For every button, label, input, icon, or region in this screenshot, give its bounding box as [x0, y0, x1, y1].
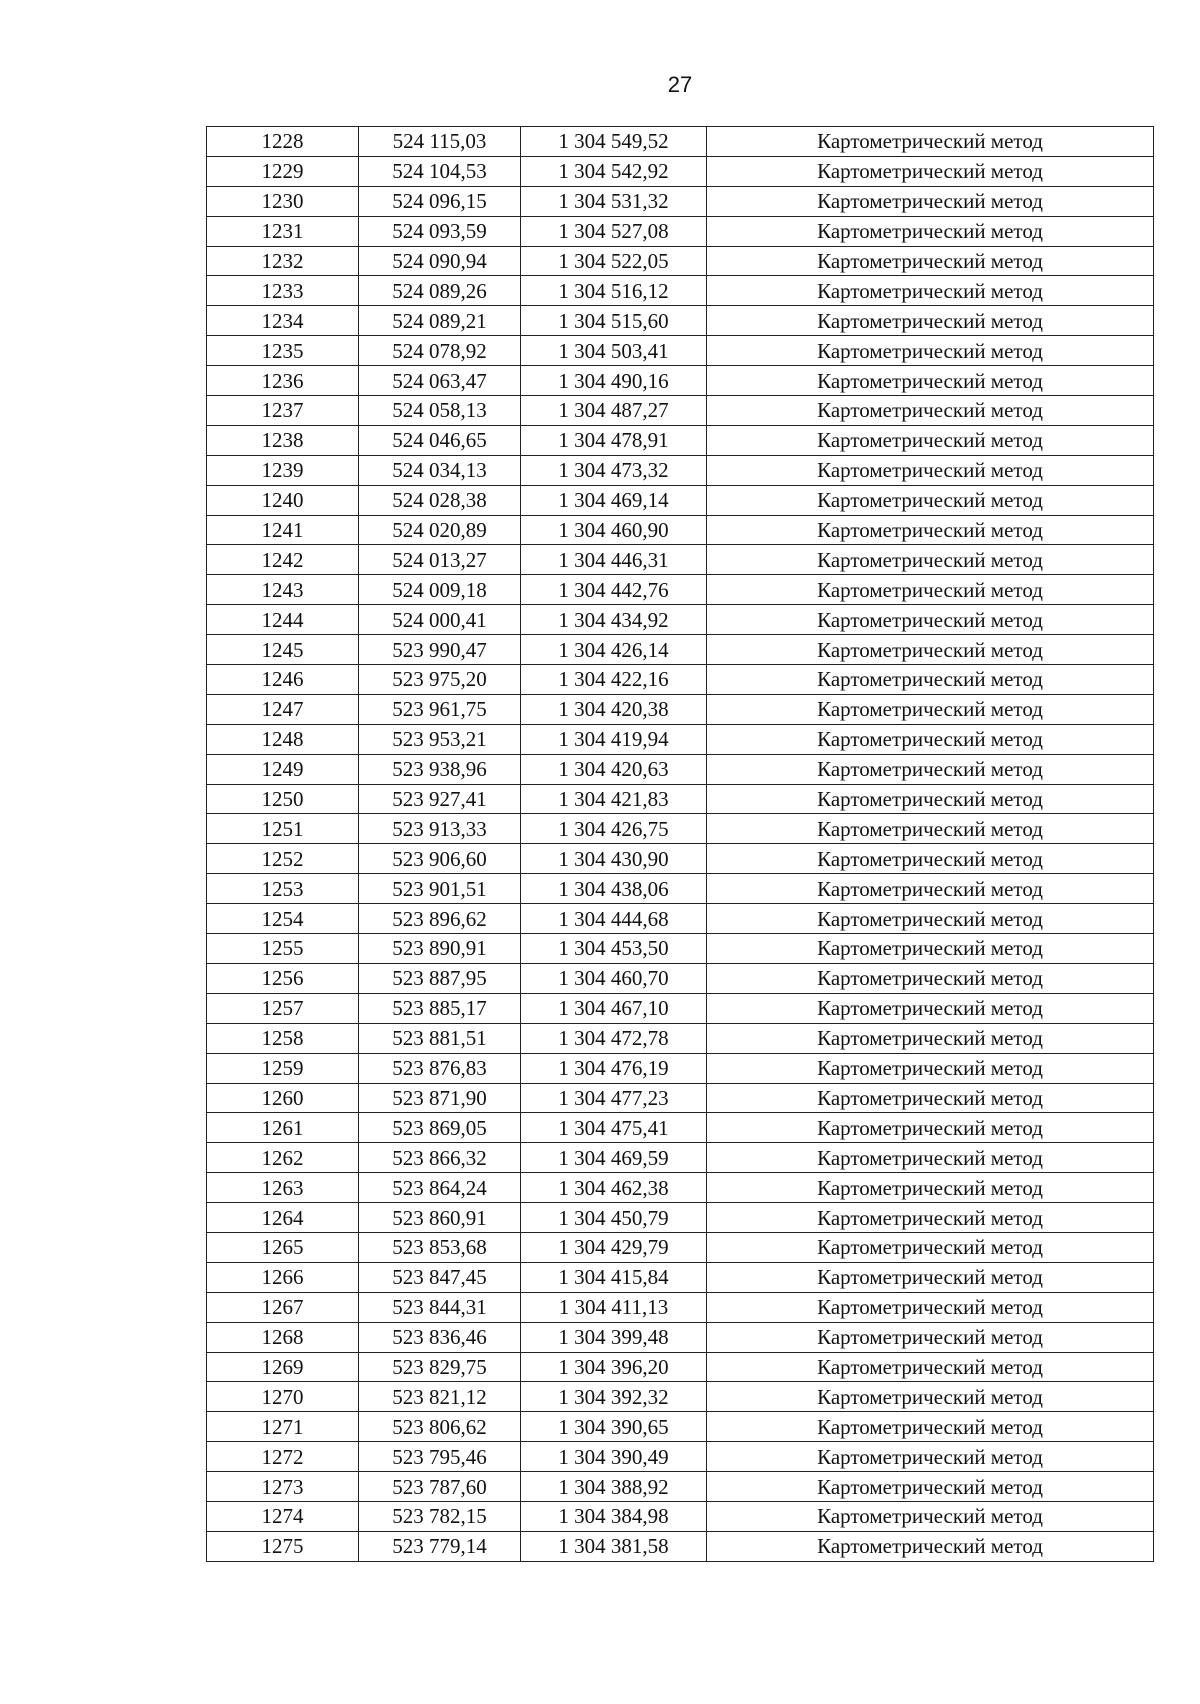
x-coordinate-cell: 524 096,15 — [359, 186, 521, 216]
y-coordinate-cell: 1 304 527,08 — [521, 216, 707, 246]
y-coordinate-cell: 1 304 426,14 — [521, 635, 707, 665]
table-row — [207, 1262, 1154, 1292]
y-coordinate-cell: 1 304 384,98 — [521, 1501, 707, 1531]
table-row — [207, 396, 1154, 426]
y-coordinate-cell: 1 304 472,78 — [521, 1023, 707, 1053]
table-row — [207, 1322, 1154, 1352]
point-number-cell: 1259 — [207, 1053, 359, 1083]
table-row — [207, 575, 1154, 605]
table-row — [207, 1023, 1154, 1053]
point-number-cell: 1242 — [207, 545, 359, 575]
y-coordinate-cell: 1 304 478,91 — [521, 425, 707, 455]
point-number-cell: 1236 — [207, 366, 359, 396]
point-number-cell: 1255 — [207, 934, 359, 964]
point-number-cell: 1256 — [207, 963, 359, 993]
point-number-cell: 1239 — [207, 455, 359, 485]
method-cell: Картометрический метод — [707, 515, 1154, 545]
y-coordinate-cell: 1 304 430,90 — [521, 844, 707, 874]
x-coordinate-cell: 524 034,13 — [359, 455, 521, 485]
method-cell: Картометрический метод — [707, 485, 1154, 515]
method-cell: Картометрический метод — [707, 1232, 1154, 1262]
y-coordinate-cell: 1 304 420,63 — [521, 754, 707, 784]
method-cell: Картометрический метод — [707, 1113, 1154, 1143]
point-number-cell: 1271 — [207, 1412, 359, 1442]
x-coordinate-cell: 523 864,24 — [359, 1173, 521, 1203]
x-coordinate-cell: 523 990,47 — [359, 635, 521, 665]
table-row — [207, 1053, 1154, 1083]
y-coordinate-cell: 1 304 421,83 — [521, 784, 707, 814]
y-coordinate-cell: 1 304 411,13 — [521, 1292, 707, 1322]
coordinates-table-body — [207, 127, 1154, 1562]
table-row — [207, 784, 1154, 814]
point-number-cell: 1241 — [207, 515, 359, 545]
y-coordinate-cell: 1 304 549,52 — [521, 127, 707, 157]
method-cell: Картометрический метод — [707, 605, 1154, 635]
x-coordinate-cell: 524 013,27 — [359, 545, 521, 575]
y-coordinate-cell: 1 304 419,94 — [521, 724, 707, 754]
x-coordinate-cell: 523 866,32 — [359, 1143, 521, 1173]
x-coordinate-cell: 523 906,60 — [359, 844, 521, 874]
method-cell: Картометрический метод — [707, 844, 1154, 874]
x-coordinate-cell: 523 887,95 — [359, 963, 521, 993]
x-coordinate-cell: 523 829,75 — [359, 1352, 521, 1382]
table-row — [207, 545, 1154, 575]
y-coordinate-cell: 1 304 422,16 — [521, 665, 707, 695]
x-coordinate-cell: 524 009,18 — [359, 575, 521, 605]
method-cell: Картометрический метод — [707, 1053, 1154, 1083]
x-coordinate-cell: 523 885,17 — [359, 993, 521, 1023]
method-cell: Картометрический метод — [707, 694, 1154, 724]
table-row — [207, 1232, 1154, 1262]
point-number-cell: 1268 — [207, 1322, 359, 1352]
y-coordinate-cell: 1 304 388,92 — [521, 1472, 707, 1502]
x-coordinate-cell: 523 779,14 — [359, 1531, 521, 1561]
point-number-cell: 1265 — [207, 1232, 359, 1262]
method-cell: Картометрический метод — [707, 1501, 1154, 1531]
y-coordinate-cell: 1 304 477,23 — [521, 1083, 707, 1113]
table-row — [207, 724, 1154, 754]
x-coordinate-cell: 524 058,13 — [359, 396, 521, 426]
table-row — [207, 1382, 1154, 1412]
point-number-cell: 1245 — [207, 635, 359, 665]
table-row — [207, 934, 1154, 964]
y-coordinate-cell: 1 304 460,90 — [521, 515, 707, 545]
y-coordinate-cell: 1 304 450,79 — [521, 1203, 707, 1233]
x-coordinate-cell: 523 782,15 — [359, 1501, 521, 1531]
method-cell: Картометрический метод — [707, 545, 1154, 575]
method-cell: Картометрический метод — [707, 1412, 1154, 1442]
table-row — [207, 1143, 1154, 1173]
y-coordinate-cell: 1 304 420,38 — [521, 694, 707, 724]
y-coordinate-cell: 1 304 381,58 — [521, 1531, 707, 1561]
method-cell: Картометрический метод — [707, 276, 1154, 306]
x-coordinate-cell: 523 836,46 — [359, 1322, 521, 1352]
point-number-cell: 1273 — [207, 1472, 359, 1502]
y-coordinate-cell: 1 304 467,10 — [521, 993, 707, 1023]
y-coordinate-cell: 1 304 469,14 — [521, 485, 707, 515]
x-coordinate-cell: 524 089,21 — [359, 306, 521, 336]
x-coordinate-cell: 523 860,91 — [359, 1203, 521, 1233]
y-coordinate-cell: 1 304 531,32 — [521, 186, 707, 216]
x-coordinate-cell: 523 961,75 — [359, 694, 521, 724]
point-number-cell: 1262 — [207, 1143, 359, 1173]
method-cell: Картометрический метод — [707, 814, 1154, 844]
table-row — [207, 814, 1154, 844]
point-number-cell: 1238 — [207, 425, 359, 455]
method-cell: Картометрический метод — [707, 904, 1154, 934]
table-row — [207, 127, 1154, 157]
point-number-cell: 1231 — [207, 216, 359, 246]
method-cell: Картометрический метод — [707, 216, 1154, 246]
y-coordinate-cell: 1 304 487,27 — [521, 396, 707, 426]
x-coordinate-cell: 524 078,92 — [359, 336, 521, 366]
method-cell: Картометрический метод — [707, 934, 1154, 964]
table-row — [207, 605, 1154, 635]
point-number-cell: 1254 — [207, 904, 359, 934]
y-coordinate-cell: 1 304 476,19 — [521, 1053, 707, 1083]
method-cell: Картометрический метод — [707, 366, 1154, 396]
y-coordinate-cell: 1 304 453,50 — [521, 934, 707, 964]
point-number-cell: 1243 — [207, 575, 359, 605]
table-row — [207, 1352, 1154, 1382]
page-number: 27 — [667, 72, 693, 97]
point-number-cell: 1258 — [207, 1023, 359, 1053]
method-cell: Картометрический метод — [707, 246, 1154, 276]
table-row — [207, 1501, 1154, 1531]
y-coordinate-cell: 1 304 444,68 — [521, 904, 707, 934]
table-row — [207, 1442, 1154, 1472]
point-number-cell: 1269 — [207, 1352, 359, 1382]
x-coordinate-cell: 523 821,12 — [359, 1382, 521, 1412]
method-cell: Картометрический метод — [707, 1203, 1154, 1233]
x-coordinate-cell: 523 896,62 — [359, 904, 521, 934]
x-coordinate-cell: 523 795,46 — [359, 1442, 521, 1472]
method-cell: Картометрический метод — [707, 1292, 1154, 1322]
point-number-cell: 1266 — [207, 1262, 359, 1292]
table-row — [207, 425, 1154, 455]
table-row — [207, 455, 1154, 485]
y-coordinate-cell: 1 304 522,05 — [521, 246, 707, 276]
x-coordinate-cell: 523 876,83 — [359, 1053, 521, 1083]
x-coordinate-cell: 524 063,47 — [359, 366, 521, 396]
point-number-cell: 1229 — [207, 156, 359, 186]
x-coordinate-cell: 523 913,33 — [359, 814, 521, 844]
method-cell: Картометрический метод — [707, 1382, 1154, 1412]
method-cell: Картометрический метод — [707, 1472, 1154, 1502]
table-row — [207, 306, 1154, 336]
method-cell: Картометрический метод — [707, 754, 1154, 784]
y-coordinate-cell: 1 304 503,41 — [521, 336, 707, 366]
x-coordinate-cell: 523 853,68 — [359, 1232, 521, 1262]
table-row — [207, 1113, 1154, 1143]
x-coordinate-cell: 524 093,59 — [359, 216, 521, 246]
method-cell: Картометрический метод — [707, 1023, 1154, 1053]
point-number-cell: 1240 — [207, 485, 359, 515]
x-coordinate-cell: 524 028,38 — [359, 485, 521, 515]
y-coordinate-cell: 1 304 462,38 — [521, 1173, 707, 1203]
point-number-cell: 1263 — [207, 1173, 359, 1203]
method-cell: Картометрический метод — [707, 635, 1154, 665]
y-coordinate-cell: 1 304 473,32 — [521, 455, 707, 485]
table-row — [207, 1292, 1154, 1322]
table-row — [207, 485, 1154, 515]
x-coordinate-cell: 523 953,21 — [359, 724, 521, 754]
y-coordinate-cell: 1 304 442,76 — [521, 575, 707, 605]
table-row — [207, 1173, 1154, 1203]
x-coordinate-cell: 523 901,51 — [359, 874, 521, 904]
y-coordinate-cell: 1 304 515,60 — [521, 306, 707, 336]
method-cell: Картометрический метод — [707, 993, 1154, 1023]
y-coordinate-cell: 1 304 390,49 — [521, 1442, 707, 1472]
point-number-cell: 1272 — [207, 1442, 359, 1472]
point-number-cell: 1244 — [207, 605, 359, 635]
y-coordinate-cell: 1 304 446,31 — [521, 545, 707, 575]
y-coordinate-cell: 1 304 438,06 — [521, 874, 707, 904]
y-coordinate-cell: 1 304 415,84 — [521, 1262, 707, 1292]
point-number-cell: 1247 — [207, 694, 359, 724]
x-coordinate-cell: 523 881,51 — [359, 1023, 521, 1053]
y-coordinate-cell: 1 304 469,59 — [521, 1143, 707, 1173]
point-number-cell: 1235 — [207, 336, 359, 366]
coordinates-table — [206, 126, 1154, 1562]
method-cell: Картометрический метод — [707, 1143, 1154, 1173]
point-number-cell: 1249 — [207, 754, 359, 784]
method-cell: Картометрический метод — [707, 396, 1154, 426]
table-row — [207, 874, 1154, 904]
x-coordinate-cell: 524 089,26 — [359, 276, 521, 306]
point-number-cell: 1246 — [207, 665, 359, 695]
point-number-cell: 1260 — [207, 1083, 359, 1113]
method-cell: Картометрический метод — [707, 1262, 1154, 1292]
point-number-cell: 1237 — [207, 396, 359, 426]
x-coordinate-cell: 524 090,94 — [359, 246, 521, 276]
table-row — [207, 993, 1154, 1023]
point-number-cell: 1252 — [207, 844, 359, 874]
table-row — [207, 963, 1154, 993]
table-row — [207, 1531, 1154, 1561]
x-coordinate-cell: 523 806,62 — [359, 1412, 521, 1442]
x-coordinate-cell: 524 115,03 — [359, 127, 521, 157]
table-row — [207, 1472, 1154, 1502]
point-number-cell: 1257 — [207, 993, 359, 1023]
y-coordinate-cell: 1 304 434,92 — [521, 605, 707, 635]
table-row — [207, 665, 1154, 695]
y-coordinate-cell: 1 304 460,70 — [521, 963, 707, 993]
table-row — [207, 1412, 1154, 1442]
table-row — [207, 1083, 1154, 1113]
table-row — [207, 754, 1154, 784]
y-coordinate-cell: 1 304 426,75 — [521, 814, 707, 844]
method-cell: Картометрический метод — [707, 784, 1154, 814]
method-cell: Картометрический метод — [707, 127, 1154, 157]
y-coordinate-cell: 1 304 516,12 — [521, 276, 707, 306]
x-coordinate-cell: 523 871,90 — [359, 1083, 521, 1113]
y-coordinate-cell: 1 304 399,48 — [521, 1322, 707, 1352]
method-cell: Картометрический метод — [707, 1173, 1154, 1203]
method-cell: Картометрический метод — [707, 724, 1154, 754]
table-row — [207, 515, 1154, 545]
point-number-cell: 1270 — [207, 1382, 359, 1412]
method-cell: Картометрический метод — [707, 665, 1154, 695]
x-coordinate-cell: 523 890,91 — [359, 934, 521, 964]
y-coordinate-cell: 1 304 396,20 — [521, 1352, 707, 1382]
method-cell: Картометрический метод — [707, 425, 1154, 455]
y-coordinate-cell: 1 304 490,16 — [521, 366, 707, 396]
point-number-cell: 1230 — [207, 186, 359, 216]
point-number-cell: 1248 — [207, 724, 359, 754]
method-cell: Картометрический метод — [707, 1531, 1154, 1561]
x-coordinate-cell: 523 787,60 — [359, 1472, 521, 1502]
table-row — [207, 156, 1154, 186]
method-cell: Картометрический метод — [707, 156, 1154, 186]
y-coordinate-cell: 1 304 429,79 — [521, 1232, 707, 1262]
method-cell: Картометрический метод — [707, 1322, 1154, 1352]
table-row — [207, 276, 1154, 306]
point-number-cell: 1232 — [207, 246, 359, 276]
method-cell: Картометрический метод — [707, 186, 1154, 216]
method-cell: Картометрический метод — [707, 1352, 1154, 1382]
method-cell: Картометрический метод — [707, 1083, 1154, 1113]
table-row — [207, 904, 1154, 934]
table-row — [207, 216, 1154, 246]
point-number-cell: 1261 — [207, 1113, 359, 1143]
point-number-cell: 1233 — [207, 276, 359, 306]
method-cell: Картометрический метод — [707, 1442, 1154, 1472]
x-coordinate-cell: 524 000,41 — [359, 605, 521, 635]
y-coordinate-cell: 1 304 475,41 — [521, 1113, 707, 1143]
table-row — [207, 336, 1154, 366]
y-coordinate-cell: 1 304 392,32 — [521, 1382, 707, 1412]
point-number-cell: 1250 — [207, 784, 359, 814]
x-coordinate-cell: 523 869,05 — [359, 1113, 521, 1143]
point-number-cell: 1264 — [207, 1203, 359, 1233]
point-number-cell: 1275 — [207, 1531, 359, 1561]
point-number-cell: 1251 — [207, 814, 359, 844]
table-row — [207, 1203, 1154, 1233]
y-coordinate-cell: 1 304 390,65 — [521, 1412, 707, 1442]
table-row — [207, 246, 1154, 276]
point-number-cell: 1234 — [207, 306, 359, 336]
x-coordinate-cell: 523 938,96 — [359, 754, 521, 784]
point-number-cell: 1267 — [207, 1292, 359, 1322]
method-cell: Картометрический метод — [707, 306, 1154, 336]
method-cell: Картометрический метод — [707, 874, 1154, 904]
table-row — [207, 844, 1154, 874]
method-cell: Картометрический метод — [707, 455, 1154, 485]
x-coordinate-cell: 523 975,20 — [359, 665, 521, 695]
table-row — [207, 694, 1154, 724]
point-number-cell: 1253 — [207, 874, 359, 904]
method-cell: Картометрический метод — [707, 575, 1154, 605]
x-coordinate-cell: 523 847,45 — [359, 1262, 521, 1292]
table-row — [207, 366, 1154, 396]
x-coordinate-cell: 524 020,89 — [359, 515, 521, 545]
x-coordinate-cell: 523 844,31 — [359, 1292, 521, 1322]
point-number-cell: 1274 — [207, 1501, 359, 1531]
x-coordinate-cell: 524 046,65 — [359, 425, 521, 455]
x-coordinate-cell: 524 104,53 — [359, 156, 521, 186]
point-number-cell: 1228 — [207, 127, 359, 157]
table-row — [207, 186, 1154, 216]
y-coordinate-cell: 1 304 542,92 — [521, 156, 707, 186]
method-cell: Картометрический метод — [707, 963, 1154, 993]
table-row — [207, 635, 1154, 665]
x-coordinate-cell: 523 927,41 — [359, 784, 521, 814]
method-cell: Картометрический метод — [707, 336, 1154, 366]
